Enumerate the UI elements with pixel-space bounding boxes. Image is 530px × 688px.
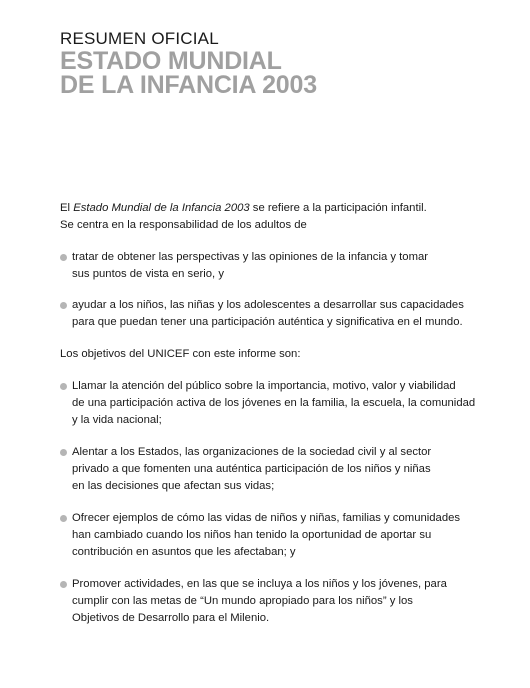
- bullet-icon: [60, 302, 67, 309]
- list-item-line: Alentar a los Estados, las organizaciones de la sociedad civil y al sector: [72, 446, 432, 458]
- document-title: [60, 49, 317, 97]
- list-item: [60, 510, 480, 561]
- list-item: [60, 576, 480, 627]
- bullet-icon: [60, 515, 67, 522]
- title-line-1: ESTADO MUNDIAL: [60, 47, 282, 75]
- list-item-line: Llamar la atención del público sobre la importancia, motivo, valor y viabilidad: [72, 380, 456, 392]
- list-item-line: Ofrecer ejemplos de cómo las vidas de niños y niñas, familias y comunidades: [72, 512, 461, 524]
- intro-line1-rest: se refiere a la participación infantil.: [249, 202, 427, 214]
- list-item: [60, 378, 480, 429]
- list-item-line: han cambiado cuando los niños han tenido la oportunidad de aportar su: [72, 529, 432, 541]
- bullet-icon: [60, 383, 67, 390]
- intro-prefix: El: [60, 202, 74, 214]
- list-item-line: de una participación activa de los jóvenes en la familia, la escuela, la comunidad: [72, 397, 476, 409]
- list-item-line: sus puntos de vista en serio, y: [72, 268, 224, 280]
- bullet-icon: [60, 449, 67, 456]
- intro-line2: Se centra en la responsabilidad de los adultos de: [60, 219, 307, 231]
- list-item-line: en las decisiones que afectan sus vidas;: [72, 480, 275, 492]
- intro-paragraph: [60, 200, 480, 234]
- list-item-line: Objetivos de Desarrollo para el Milenio.: [72, 612, 270, 624]
- list-item-line: tratar de obtener las perspectivas y las opiniones de la infancia y tomar: [72, 251, 429, 263]
- document-header: [60, 30, 317, 97]
- list-item-line: Promover actividades, en las que se incluya a los niños y los jóvenes, para: [72, 578, 447, 590]
- list-item-line: cumplir con las metas de “Un mundo apropiado para los niños” y los: [72, 595, 413, 607]
- list-item: [60, 249, 480, 283]
- list-item: [60, 297, 480, 331]
- list-item-line: ayudar a los niños, las niñas y los adolescentes a desarrollar sus capacidades: [72, 299, 464, 311]
- objectives-list: [60, 378, 480, 627]
- header-kicker: RESUMEN OFICIAL: [60, 29, 219, 48]
- list-item-line: contribución en asuntos que les afectaban; y: [72, 546, 296, 558]
- list-item-line: para que puedan tener una participación auténtica y significativa en el mundo.: [72, 316, 463, 328]
- list-item-line: privado a que fomenten una auténtica participación de los niños y niñas: [72, 463, 431, 475]
- list-item: [60, 444, 480, 495]
- objectives-intro: Los objetivos del UNICEF con este informe son:: [60, 348, 301, 360]
- intro-report-title: Estado Mundial de la Infancia 2003: [73, 202, 250, 214]
- title-line-2: DE LA INFANCIA 2003: [60, 71, 317, 99]
- document-body: [60, 200, 480, 627]
- list-item-line: y la vida nacional;: [72, 414, 162, 426]
- bullet-icon: [60, 254, 67, 261]
- responsibility-list: [60, 249, 480, 331]
- bullet-icon: [60, 581, 67, 588]
